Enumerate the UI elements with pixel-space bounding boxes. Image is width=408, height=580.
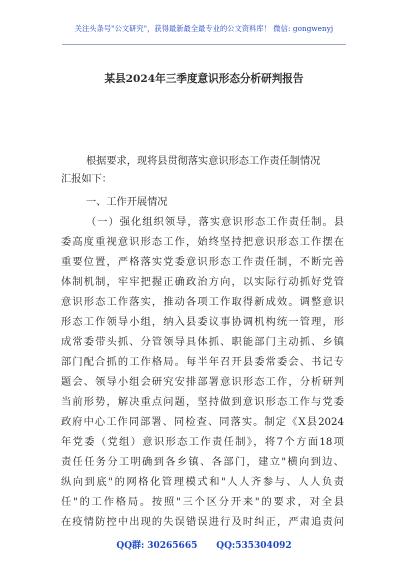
intro-line: 汇报如下： — [61, 174, 112, 185]
paragraph-line: 意识形态工作落实，推动各项工作取得新成效。调整意识 — [61, 297, 344, 308]
qq-group — [116, 541, 197, 551]
section-heading: 一、工作开展情况 — [86, 197, 168, 208]
footer-contact — [0, 538, 408, 551]
header-divider — [62, 44, 346, 45]
paragraph-line: 成常委带头抓、分管领导具体抓、职能部门主动抓、乡镇 — [61, 337, 344, 348]
paragraph-line: 形态工作领导小组，纳入县委议事协调机构统一管理，形 — [61, 317, 344, 328]
paragraph-line: 政府中心工作同部署、同检查、同落实。制定《X县2024 — [61, 417, 344, 428]
qq-group-number: 30265665 — [147, 541, 198, 551]
qq-label: QQ: — [216, 541, 236, 551]
paragraph-line: 责任任务分工明确到各乡镇、各部门，建立"横向到边、 — [61, 457, 344, 468]
paragraph-line: 任"的工作格局。按照"三个区分开来"的要求，对全县 — [61, 497, 344, 508]
paragraph-line: 当前形势，解决重点问题，坚持做到意识形态工作与党委 — [61, 397, 344, 408]
paragraph-line: 委高度重视意识形态工作，始终坚持把意识形态工作摆在 — [61, 237, 344, 248]
paragraph-line: 部门配合抓的工作格局。每半年召开县委常委会、书记专 — [61, 357, 344, 368]
paragraph-line: 纵向到底"的网格化管理模式和"人人齐参与、人人负责 — [61, 477, 344, 488]
qq-group-label: QQ群: — [116, 541, 145, 551]
paragraph-line: 在疫情防控中出现的失误错误进行及时纠正，严肃追责问 — [61, 517, 344, 528]
paragraph-line: （一）强化组织领导，落实意识形态工作责任制。县 — [86, 217, 344, 228]
paragraph-line: 年党委（党组）意识形态工作责任制》，将7个方面18项 — [61, 437, 344, 448]
page-title: 某县2024年三季度意识形态分析研判报告 — [104, 73, 304, 85]
paragraph-line: 重要位置，严格落实党委意识形态工作责任制，不断完善 — [61, 257, 344, 268]
qq-number: 535304092 — [235, 541, 292, 551]
intro-line: 根据要求，现将县贯彻落实意识形态工作责任制情况 — [86, 156, 321, 167]
qq-contact — [216, 541, 291, 551]
paragraph-line: 题会、领导小组会研究安排部署意识形态工作，分析研判 — [61, 377, 344, 388]
header-notice: 关注头条号"公文研究"，获得最新最全最专业的公文资料库！ 微信: gongwenyj — [74, 24, 334, 33]
paragraph-line: 体制机制，牢牢把握正确政治方向，以实际行动抓好党管 — [61, 277, 344, 288]
